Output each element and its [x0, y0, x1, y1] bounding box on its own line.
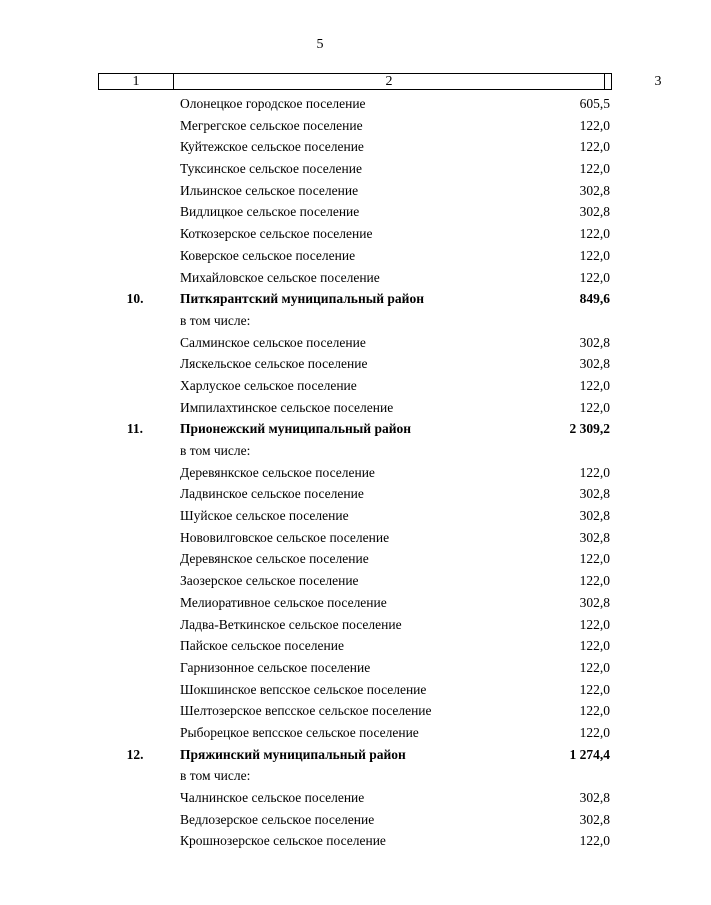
row-value: 302,8: [579, 811, 610, 827]
row-value: 122,0: [579, 616, 610, 632]
row-name: в том числе:: [180, 768, 251, 784]
table-row: [98, 158, 612, 180]
row-value: 122,0: [579, 681, 610, 697]
row-value: 1 274,4: [569, 746, 610, 762]
row-name: Шелтозерское вепсское сельское поселение: [180, 703, 432, 719]
table-row: [98, 223, 612, 245]
row-number: 10.: [126, 291, 144, 307]
row-name: Деревянское сельское поселение: [180, 551, 369, 567]
row-name: в том числе:: [180, 312, 251, 328]
row-name: Чалнинское сельское поселение: [180, 790, 365, 805]
row-number: 11.: [126, 421, 144, 437]
row-value: 122,0: [579, 161, 610, 177]
table-row: [98, 548, 612, 570]
row-value: 2 309,2: [569, 421, 610, 437]
table-row: [98, 267, 612, 289]
table-row: [98, 614, 612, 636]
table-row: [98, 310, 612, 332]
table-row: [98, 462, 612, 484]
row-name: Шокшинское вепсское сельское поселение: [180, 681, 427, 697]
table-row: [98, 245, 612, 267]
row-name: Деревянкское сельское поселение: [180, 464, 375, 480]
row-name: Гарнизонное сельское поселение: [180, 659, 371, 675]
table-row: [98, 180, 612, 202]
row-value: 302,8: [579, 356, 610, 372]
district-row: [98, 418, 612, 440]
row-value: 302,8: [579, 508, 610, 524]
table-row: [98, 93, 612, 115]
district-row: [98, 744, 612, 766]
table-row: [98, 505, 612, 527]
row-name: Пряжинский муниципальный район: [180, 746, 406, 762]
row-value: 122,0: [579, 464, 610, 480]
row-name: Куйтежское сельское поселение: [180, 139, 364, 155]
row-value: 302,8: [579, 182, 610, 198]
row-name: Шуйское сельское поселение: [180, 508, 349, 524]
row-value: 122,0: [579, 638, 610, 654]
row-value: 122,0: [579, 659, 610, 675]
row-value: 302,8: [579, 334, 610, 350]
table-row: [98, 353, 612, 375]
row-value: 122,0: [579, 269, 610, 285]
row-name: Нововилговское сельское поселение: [180, 529, 390, 545]
row-name: Коверское сельское поселение: [180, 247, 356, 263]
row-value: 302,8: [579, 594, 610, 610]
table-row: [98, 765, 612, 787]
row-value: 122,0: [579, 551, 610, 567]
row-value: 122,0: [579, 247, 610, 263]
row-name: Михайловское сельское поселение: [180, 269, 380, 285]
table-row: [98, 115, 612, 137]
row-value: 122,0: [579, 399, 610, 415]
row-name: Ведлозерское сельское поселение: [180, 811, 375, 827]
row-name: Мегрегское сельское поселение: [180, 117, 363, 133]
table-row: [98, 201, 612, 223]
table-row: [98, 570, 612, 592]
row-value: 849,6: [579, 291, 610, 307]
row-value: 302,8: [579, 204, 610, 220]
row-name: Ладва-Веткинское сельское поселение: [180, 616, 402, 632]
row-name: Ладвинское сельское поселение: [180, 486, 364, 502]
table-body: [98, 93, 612, 852]
row-name: Харлуское сельское поселение: [180, 377, 357, 393]
column-header-2: 2: [174, 74, 605, 89]
table-row: [98, 397, 612, 419]
row-name: Крошнозерское сельское поселение: [180, 833, 386, 849]
row-value: 122,0: [579, 724, 610, 740]
table-row: [98, 830, 612, 852]
table-row: [98, 483, 612, 505]
row-number: 12.: [126, 746, 144, 762]
row-value: 302,8: [579, 486, 610, 502]
row-name: Рыборецкое вепсское сельское поселение: [180, 724, 419, 740]
row-value: 122,0: [579, 573, 610, 589]
table-row: [98, 679, 612, 701]
row-value: 122,0: [579, 377, 610, 393]
table-row: [98, 527, 612, 549]
row-value: 122,0: [579, 226, 610, 242]
row-value: 122,0: [579, 139, 610, 155]
table-row: [98, 700, 612, 722]
table-row: [98, 440, 612, 462]
table-row: [98, 592, 612, 614]
table-row: [98, 809, 612, 831]
row-name: Питкярантский муниципальный район: [180, 291, 424, 307]
table-row: [98, 657, 612, 679]
row-value: 302,8: [579, 529, 610, 545]
row-value: 302,8: [579, 790, 610, 805]
row-value: 605,5: [579, 96, 610, 111]
row-name: Ильинское сельское поселение: [180, 182, 359, 198]
table-row: [98, 332, 612, 354]
column-header-3: 3: [654, 74, 662, 89]
row-value: 122,0: [579, 703, 610, 719]
row-name: Ляскельское сельское поселение: [180, 356, 368, 372]
row-name: Импилахтинское сельское поселение: [180, 399, 394, 415]
table-row: [98, 136, 612, 158]
row-name: Пайское сельское поселение: [180, 638, 344, 654]
table-row: [98, 722, 612, 744]
table-row: [98, 787, 612, 809]
row-name: Салминское сельское поселение: [180, 334, 366, 350]
column-header-row: [98, 73, 662, 90]
row-value: 122,0: [579, 117, 610, 133]
row-name: Прионежский муниципальный район: [180, 421, 412, 437]
row-name: Видлицкое сельское поселение: [180, 204, 360, 220]
page-number: 5: [316, 37, 324, 52]
table-row: [98, 375, 612, 397]
row-name: Заозерское сельское поселение: [180, 573, 359, 589]
row-name: Мелиоративное сельское поселение: [180, 594, 387, 610]
column-header-1: 1: [99, 74, 174, 89]
row-name: Коткозерское сельское поселение: [180, 226, 373, 242]
row-name: Туксинское сельское поселение: [180, 161, 362, 177]
row-name: в том числе:: [180, 443, 251, 458]
row-name: Олонецкое городское поселение: [180, 96, 366, 111]
district-row: [98, 288, 612, 310]
row-value: 122,0: [579, 833, 610, 849]
table-row: [98, 635, 612, 657]
